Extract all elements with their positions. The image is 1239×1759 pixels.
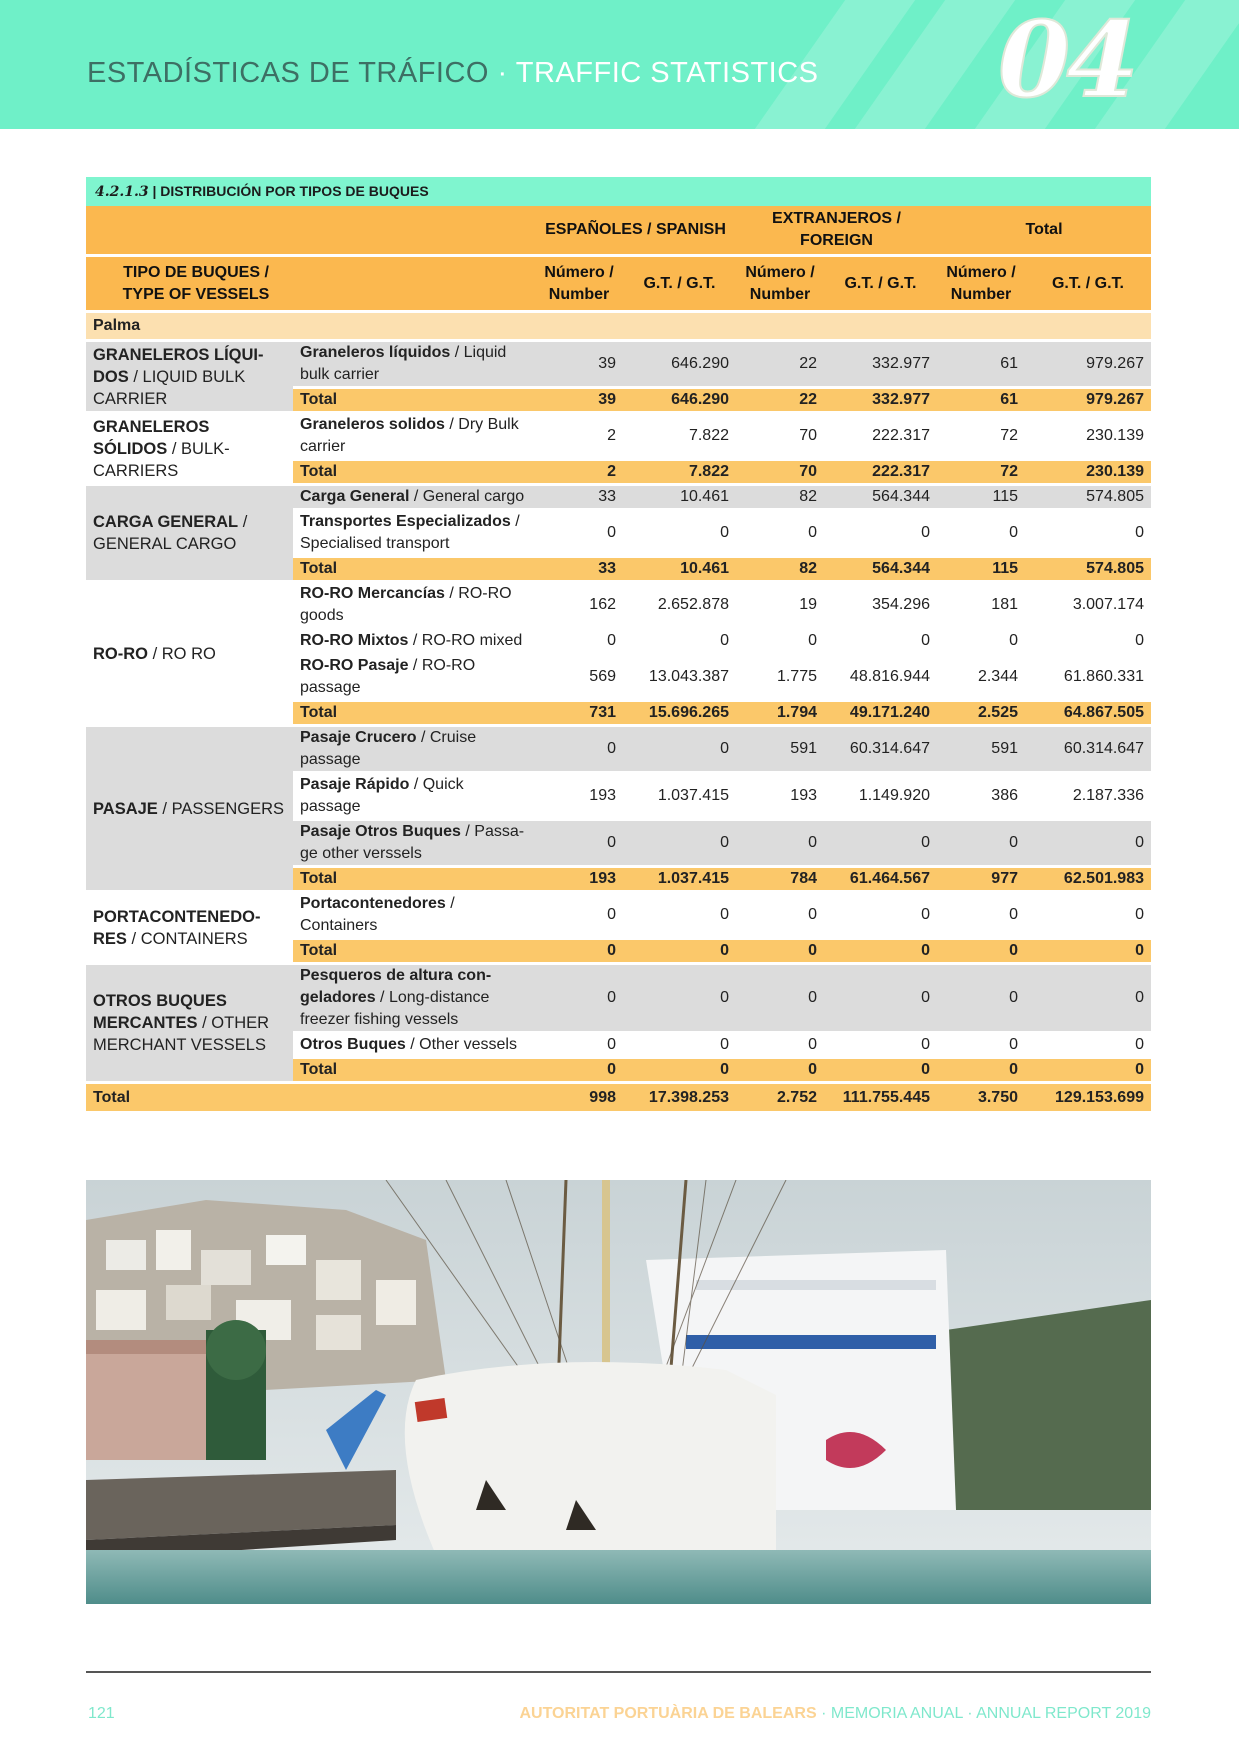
subtype-es: Pasaje Crucero: [300, 729, 417, 746]
table-row: [86, 486, 1151, 511]
col-header: Número / Number: [535, 257, 623, 313]
table-cell: 0: [937, 511, 1025, 558]
subtotal-cell: 332.977: [824, 389, 937, 414]
chapter-number: 04: [998, 0, 1135, 121]
table-cell: 7.822: [623, 414, 736, 461]
table-cell: 2.344: [937, 655, 1025, 702]
subtotal-cell: 1.037.415: [623, 868, 736, 893]
sailing-ship-cruise-ship-image: [86, 1180, 1151, 1604]
subtotal-cell: 784: [736, 868, 824, 893]
subtype-en: Long-distance freezer fishing vessels: [300, 989, 490, 1028]
table-cell: 0: [736, 511, 824, 558]
vessel-category: PASAJE / PASSENGERS: [86, 727, 293, 893]
subtype-en: Dry Bulk carrier: [300, 416, 519, 455]
page-header: [0, 0, 1239, 129]
table-cell: 22: [736, 342, 824, 389]
grand-total-cell: 2.752: [736, 1084, 824, 1114]
subtype-es: Pasaje Otros Buques: [300, 823, 461, 840]
table-cell: 181: [937, 583, 1025, 630]
table-cell: 0: [1025, 1034, 1151, 1059]
table-cell: 10.461: [623, 486, 736, 511]
table-cell: 0: [1025, 893, 1151, 940]
subtotal-cell: 61: [937, 389, 1025, 414]
vessel-subtype: Otros Buques / Other vessels: [293, 1034, 535, 1059]
table-cell: 564.344: [824, 486, 937, 511]
footer-separator: ·: [821, 1705, 827, 1722]
port-row: [86, 313, 1151, 342]
table-row: [86, 727, 1151, 774]
table-cell: 0: [736, 1034, 824, 1059]
subtotal-cell: 2.525: [937, 702, 1025, 727]
grand-total-cell: 3.750: [937, 1084, 1025, 1114]
table-cell: 1.037.415: [623, 774, 736, 821]
section-number: 4.2.1.3: [95, 184, 149, 200]
subtype-es: RO-RO Mixtos: [300, 632, 409, 649]
table-cell: 646.290: [623, 342, 736, 389]
subtotal-cell: 2: [535, 461, 623, 486]
table-cell: 82: [736, 486, 824, 511]
table-cell: 19: [736, 583, 824, 630]
table-cell: 0: [623, 630, 736, 655]
table-row: [86, 583, 1151, 630]
table-cell: 0: [1025, 965, 1151, 1034]
table-cell: 0: [736, 965, 824, 1034]
vessel-subtype: Graneleros líquidos / Liquid bulk carrier: [293, 342, 535, 389]
vessel-subtype: Pasaje Rápido / Quick passage: [293, 774, 535, 821]
vessel-subtype: Portacontenedores / Containers: [293, 893, 535, 940]
table-cell: 13.043.387: [623, 655, 736, 702]
vessel-subtype: Pasaje Otros Buques / Passa-ge other verssels: [293, 821, 535, 868]
table-cell: 0: [824, 630, 937, 655]
table-cell: 0: [623, 965, 736, 1034]
table-cell: 230.139: [1025, 414, 1151, 461]
subtotal-cell: 646.290: [623, 389, 736, 414]
table-cell: 115: [937, 486, 1025, 511]
subtotal-cell: 0: [623, 1059, 736, 1084]
subtotal-cell: 115: [937, 558, 1025, 583]
title-en: TRAFFIC STATISTICS: [515, 57, 819, 89]
category-en: CONTAINERS: [140, 929, 248, 948]
table-cell: 0: [937, 893, 1025, 940]
table-cell: 0: [623, 1034, 736, 1059]
subtype-es: Carga General: [300, 488, 410, 505]
title-es: ESTADÍSTICAS DE TRÁFICO: [87, 57, 489, 89]
subtotal-cell: 72: [937, 461, 1025, 486]
category-es: PORTACONTENEDO-RES: [93, 907, 261, 948]
subtype-es: Otros Buques: [300, 1036, 406, 1053]
subtype-es: Transportes Especializados: [300, 513, 511, 530]
subtype-es: Portacontenedores: [300, 895, 446, 912]
subtype-en: RO-RO goods: [300, 585, 512, 624]
table-cell: 2: [535, 414, 623, 461]
subtotal-cell: 33: [535, 558, 623, 583]
category-en: PASSENGERS: [171, 799, 285, 818]
table-cell: 0: [623, 893, 736, 940]
subtotal-cell: 0: [535, 940, 623, 965]
subtype-es: RO-RO Pasaje: [300, 657, 409, 674]
subtotal-cell: 0: [1025, 940, 1151, 965]
col-header: Número / Number: [937, 257, 1025, 313]
col-group-foreign: EXTRANJEROS / FOREIGN: [736, 206, 937, 257]
table-cell: 0: [535, 511, 623, 558]
subtotal-label: Total: [293, 940, 535, 965]
data-table: [86, 206, 1151, 1114]
subtotal-cell: 10.461: [623, 558, 736, 583]
table-cell: 0: [535, 965, 623, 1034]
subtotal-cell: 0: [824, 940, 937, 965]
subtotal-cell: 979.267: [1025, 389, 1151, 414]
header-row-columns: [86, 257, 1151, 313]
subtotal-cell: 0: [736, 940, 824, 965]
subtype-es: Pasaje Rápido: [300, 776, 410, 793]
subtype-en: RO-RO mixed: [421, 632, 523, 649]
vessel-subtype: RO-RO Mixtos / RO-RO mixed: [293, 630, 535, 655]
section-title: [86, 177, 1151, 206]
col-group-spanish: ESPAÑOLES / SPANISH: [535, 206, 736, 257]
vessel-subtype: Pasaje Crucero / Cruise passage: [293, 727, 535, 774]
grand-total-label: Total: [86, 1084, 535, 1114]
table-cell: 0: [937, 630, 1025, 655]
subtotal-cell: 0: [937, 940, 1025, 965]
vessel-subtype: RO-RO Pasaje / RO-RO passage: [293, 655, 535, 702]
table-cell: 591: [937, 727, 1025, 774]
subtotal-cell: 7.822: [623, 461, 736, 486]
subtotal-cell: 61.464.567: [824, 868, 937, 893]
table-cell: 0: [736, 821, 824, 868]
table-cell: 0: [535, 821, 623, 868]
table-cell: 162: [535, 583, 623, 630]
col-header: G.T. / G.T.: [1025, 257, 1151, 313]
type-header: TIPO DE BUQUES / TYPE OF VESSELS: [86, 257, 535, 313]
table-cell: 0: [824, 893, 937, 940]
category-en: BULK-CARRIERS: [93, 439, 230, 480]
subtype-es: Pesqueros de altura con-geladores: [300, 967, 492, 1006]
port-name: Palma: [86, 313, 1151, 342]
table-cell: 2.652.878: [623, 583, 736, 630]
subtotal-cell: 82: [736, 558, 824, 583]
category-es: GRANELEROS SÓLIDOS: [93, 417, 210, 458]
category-es: CARGA GENERAL: [93, 513, 239, 531]
footer-text: [519, 1705, 1151, 1723]
table-cell: 979.267: [1025, 342, 1151, 389]
footer-report: ANNUAL REPORT 2019: [976, 1705, 1151, 1722]
category-es: OTROS BUQUES MERCANTES: [93, 992, 227, 1032]
table-cell: 386: [937, 774, 1025, 821]
table-cell: 591: [736, 727, 824, 774]
subtotal-cell: 230.139: [1025, 461, 1151, 486]
grand-total-cell: 17.398.253: [623, 1084, 736, 1114]
table-cell: 0: [623, 727, 736, 774]
vessel-distribution-table: [86, 177, 1151, 1114]
category-es: PASAJE: [93, 799, 158, 818]
category-en: GENERAL CARGO: [93, 535, 237, 553]
subtotal-cell: 15.696.265: [623, 702, 736, 727]
subtype-en: Liquid bulk carrier: [300, 344, 507, 383]
table-cell: 193: [535, 774, 623, 821]
vessel-subtype: Pesqueros de altura con-geladores / Long-distance freezer fishing vessels: [293, 965, 535, 1034]
table-cell: 0: [535, 1034, 623, 1059]
subtotal-cell: 977: [937, 868, 1025, 893]
category-en: LIQUID BULK CARRIER: [93, 367, 246, 408]
subtotal-label: Total: [293, 558, 535, 583]
vessel-subtype: Graneleros solidos / Dry Bulk carrier: [293, 414, 535, 461]
vessel-subtype: Transportes Especializados / Specialised transport: [293, 511, 535, 558]
subtotal-label: Total: [293, 1059, 535, 1084]
page-number: 121: [88, 1705, 115, 1722]
subtype-en: RO-RO passage: [300, 657, 476, 696]
table-cell: 0: [535, 630, 623, 655]
table-cell: 70: [736, 414, 824, 461]
table-cell: 39: [535, 342, 623, 389]
subtotal-label: Total: [293, 702, 535, 727]
table-row: [86, 893, 1151, 940]
page-title: [87, 57, 819, 90]
vessel-category: RO-RO / RO RO: [86, 583, 293, 727]
table-row: [86, 342, 1151, 389]
vessel-category: GRANELEROS LÍQUI-DOS / LIQUID BULK CARRIER: [86, 342, 293, 414]
table-cell: 0: [736, 893, 824, 940]
subtype-en: General cargo: [422, 488, 525, 505]
category-en: RO RO: [161, 644, 216, 663]
grand-total-cell: 998: [535, 1084, 623, 1114]
subtotal-cell: 39: [535, 389, 623, 414]
subtotal-cell: 0: [1025, 1059, 1151, 1084]
table-cell: 569: [535, 655, 623, 702]
table-cell: 0: [1025, 630, 1151, 655]
table-cell: 0: [535, 727, 623, 774]
table-cell: 0: [535, 893, 623, 940]
table-cell: 1.775: [736, 655, 824, 702]
subtotal-label: Total: [293, 868, 535, 893]
table-cell: 354.296: [824, 583, 937, 630]
subtype-en: Specialised transport: [300, 535, 450, 552]
table-cell: 0: [1025, 511, 1151, 558]
table-cell: 33: [535, 486, 623, 511]
subtotal-cell: 62.501.983: [1025, 868, 1151, 893]
table-cell: 0: [736, 630, 824, 655]
vessel-category: OTROS BUQUES MERCANTES / OTHER MERCHANT VESSELS: [86, 965, 293, 1084]
table-cell: 0: [623, 821, 736, 868]
table-cell: 193: [736, 774, 824, 821]
table-cell: 72: [937, 414, 1025, 461]
table-cell: 60.314.647: [824, 727, 937, 774]
subtype-en: Passa-ge other verssels: [300, 823, 525, 862]
vessel-category: GRANELEROS SÓLIDOS / BULK-CARRIERS: [86, 414, 293, 486]
col-header: G.T. / G.T.: [623, 257, 736, 313]
vessel-category: PORTACONTENEDO-RES / CONTAINERS: [86, 893, 293, 965]
vessel-category: CARGA GENERAL / GENERAL CARGO: [86, 486, 293, 583]
table-cell: 0: [824, 511, 937, 558]
subtotal-cell: 0: [623, 940, 736, 965]
subtotal-cell: 22: [736, 389, 824, 414]
table-cell: 222.317: [824, 414, 937, 461]
table-cell: 574.805: [1025, 486, 1151, 511]
subtotal-cell: 222.317: [824, 461, 937, 486]
subtotal-cell: 0: [535, 1059, 623, 1084]
col-header: Número / Number: [736, 257, 824, 313]
subtotal-cell: 0: [937, 1059, 1025, 1084]
subtotal-cell: 574.805: [1025, 558, 1151, 583]
subtotal-cell: 0: [736, 1059, 824, 1084]
subtype-es: Graneleros líquidos: [300, 344, 451, 361]
table-cell: 0: [824, 1034, 937, 1059]
table-cell: 48.816.944: [824, 655, 937, 702]
table-cell: 0: [1025, 821, 1151, 868]
header-row-groups: [86, 206, 1151, 257]
footer-memoria: MEMORIA ANUAL: [830, 1705, 963, 1722]
category-es: GRANELEROS LÍQUI-DOS: [93, 345, 264, 386]
subtotal-cell: 0: [824, 1059, 937, 1084]
grand-total-row: [86, 1084, 1151, 1114]
table-cell: 0: [824, 821, 937, 868]
subtotal-cell: 64.867.505: [1025, 702, 1151, 727]
subtype-es: RO-RO Mercancías: [300, 585, 445, 602]
category-en: OTHER MERCHANT VESSELS: [93, 1014, 270, 1054]
table-cell: 61: [937, 342, 1025, 389]
table-cell: 60.314.647: [1025, 727, 1151, 774]
subtotal-label: Total: [293, 461, 535, 486]
subtype-en: Other vessels: [419, 1036, 517, 1053]
subtotal-cell: 1.794: [736, 702, 824, 727]
subtotal-cell: 70: [736, 461, 824, 486]
section-label: DISTRIBUCIÓN POR TIPOS DE BUQUES: [160, 183, 429, 199]
subtype-en: Cruise passage: [300, 729, 477, 768]
subtotal-cell: 49.171.240: [824, 702, 937, 727]
table-cell: 0: [937, 965, 1025, 1034]
table-cell: 332.977: [824, 342, 937, 389]
footer-divider: [86, 1671, 1151, 1673]
harbour-photo: [86, 1180, 1151, 1604]
table-row: [86, 965, 1151, 1034]
col-header: G.T. / G.T.: [824, 257, 937, 313]
subtype-en: Quick passage: [300, 776, 464, 815]
subtype-es: Graneleros solidos: [300, 416, 445, 433]
table-cell: 2.187.336: [1025, 774, 1151, 821]
grand-total-cell: 111.755.445: [824, 1084, 937, 1114]
table-row: [86, 414, 1151, 461]
subtotal-cell: 193: [535, 868, 623, 893]
table-cell: 61.860.331: [1025, 655, 1151, 702]
subtype-en: Containers: [300, 917, 378, 934]
footer-separator: ·: [967, 1705, 973, 1722]
section-pipe: |: [152, 183, 157, 199]
vessel-subtype: Carga General / General cargo: [293, 486, 535, 511]
title-separator: ·: [497, 57, 508, 89]
grand-total-cell: 129.153.699: [1025, 1084, 1151, 1114]
table-cell: 3.007.174: [1025, 583, 1151, 630]
subtotal-label: Total: [293, 389, 535, 414]
table-cell: 0: [623, 511, 736, 558]
footer-org: AUTORITAT PORTUÀRIA DE BALEARS: [519, 1705, 817, 1722]
subtotal-cell: 564.344: [824, 558, 937, 583]
vessel-subtype: RO-RO Mercancías / RO-RO goods: [293, 583, 535, 630]
subtotal-cell: 731: [535, 702, 623, 727]
table-cell: 0: [937, 821, 1025, 868]
col-group-total: Total: [937, 206, 1151, 257]
table-cell: 0: [937, 1034, 1025, 1059]
table-cell: 0: [824, 965, 937, 1034]
category-es: RO-RO: [93, 644, 148, 663]
table-cell: 1.149.920: [824, 774, 937, 821]
